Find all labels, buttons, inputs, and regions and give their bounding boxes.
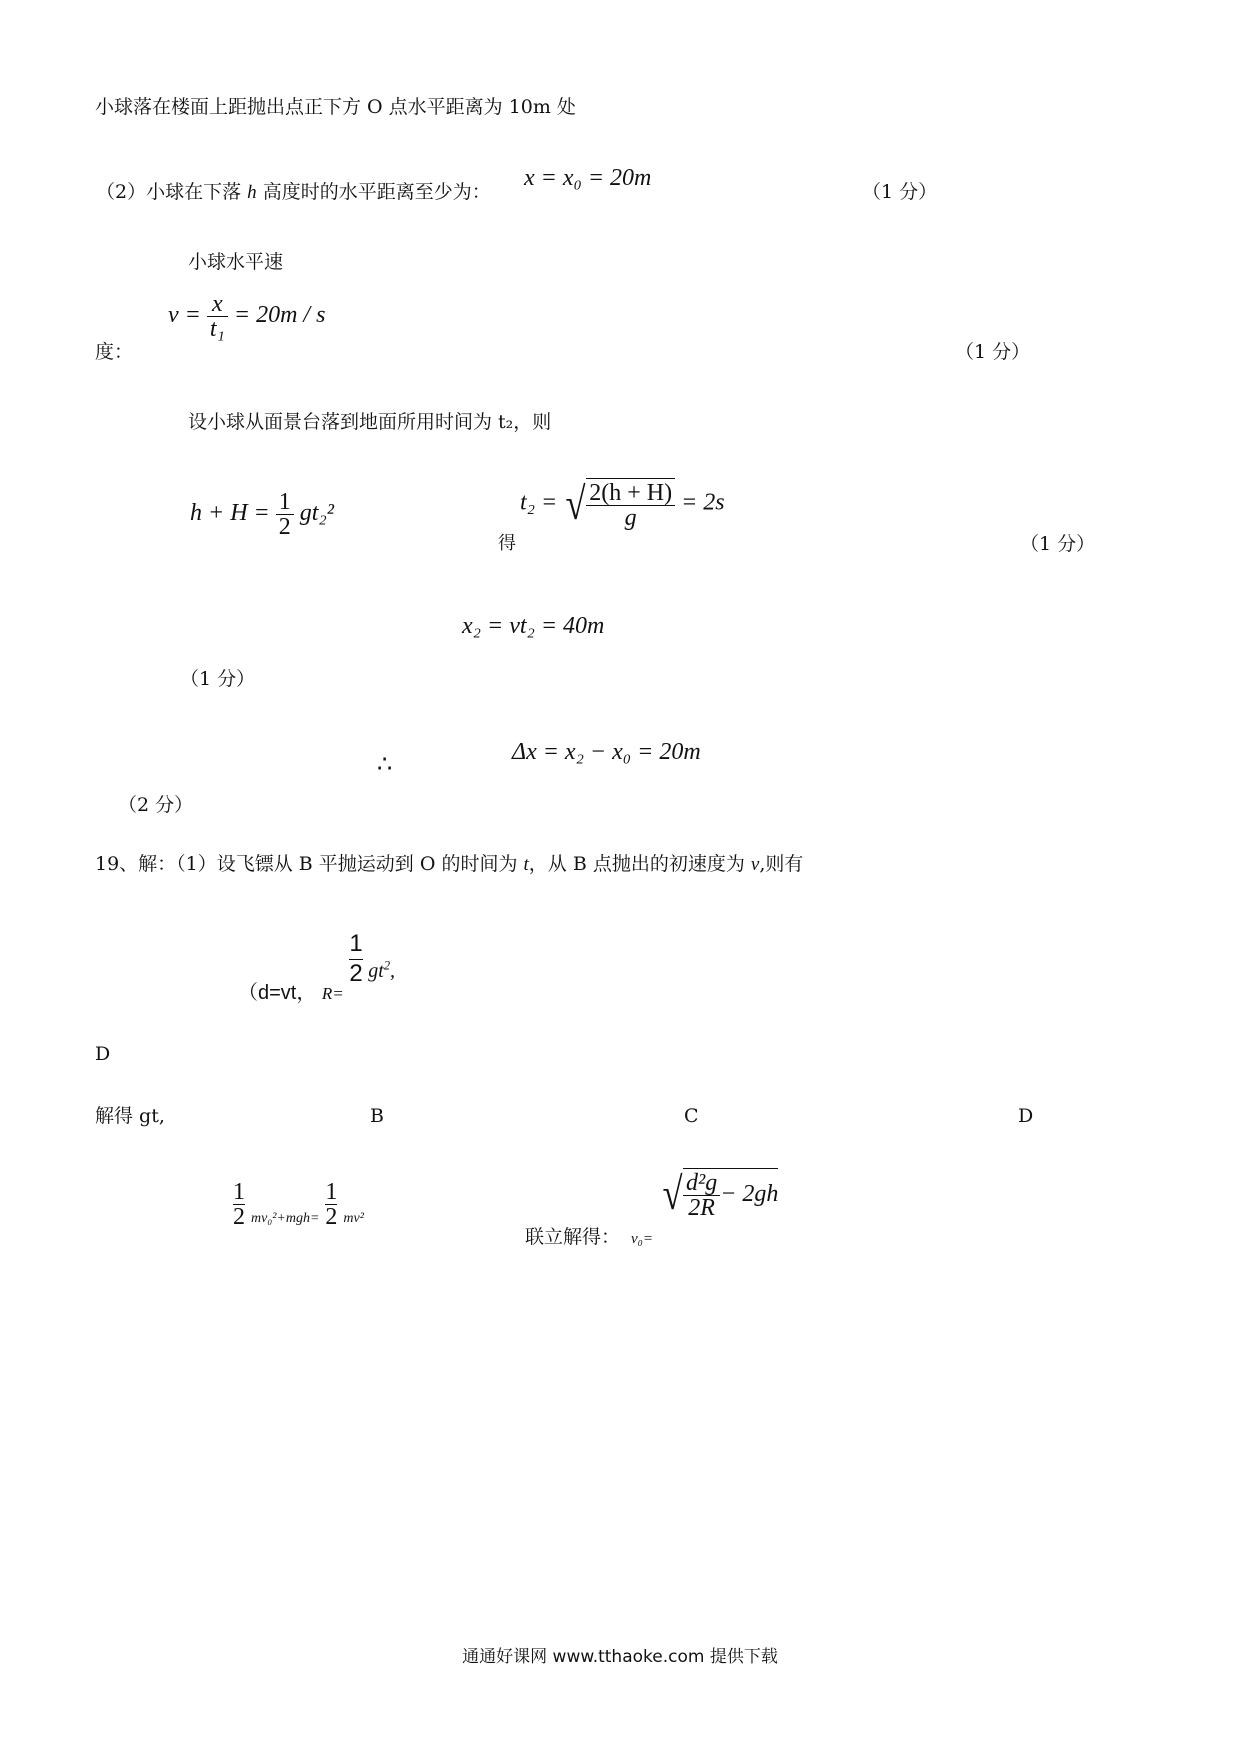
- formula-delta-x: Δx = x₂ − x₀ = 20m: [512, 739, 701, 765]
- part2-label-b: 高度时的水平距离至少为：: [262, 181, 491, 203]
- sqrt-icon-2: √ $\frac{\text{d²g}}{2R}$ − 2gh: [662, 1168, 779, 1221]
- f7-num: d²g: [683, 1171, 720, 1196]
- f3-num: 1: [276, 490, 294, 515]
- energy-half-1: $\frac{1}{2}$: [233, 1179, 245, 1230]
- text-C: C: [684, 1105, 699, 1127]
- var-h: h: [247, 182, 257, 203]
- score-2: （1 分）: [955, 341, 1031, 363]
- text-line-landing: 小球落在楼面上距抛出点正下方 O 点水平距离为 10m 处: [95, 96, 576, 118]
- q19-text: 19、解：（1）设飞镖从 B 平抛运动到 O 的时间为: [95, 853, 518, 875]
- energy-end: mv²: [343, 1211, 364, 1227]
- f3-lhs: h + H =: [190, 500, 270, 527]
- f7-fraction: [683, 1171, 720, 1220]
- q19-var-t: t: [523, 854, 529, 875]
- text-time: 设小球从面景台落到地面所用时间为 t₂，则: [188, 411, 552, 433]
- f2-num: x: [207, 292, 228, 317]
- formula-fall: [190, 490, 334, 539]
- text-v0: v₀=: [631, 1231, 653, 1247]
- f4-num: 2(h + H): [586, 481, 675, 506]
- q19-text-c: ,则有: [759, 853, 804, 875]
- f2-fraction: [207, 292, 228, 341]
- dvt-half: $\frac{1}{2}$: [349, 930, 363, 987]
- energy-mid: mv₀²+mgh=: [251, 1211, 320, 1227]
- dvt-text: （d=vt，: [238, 981, 317, 1004]
- text-part2: [96, 183, 491, 202]
- sqrt-icon: √ $\frac{2(h + H)}{g}$: [563, 478, 675, 530]
- f4-fraction: [586, 481, 675, 530]
- formula-velocity: [168, 292, 325, 341]
- formula-t2: [520, 478, 725, 530]
- f4-rhs: = 2s: [681, 489, 725, 516]
- formula-x2: x₂ = vt₂ = 40m: [462, 613, 605, 639]
- text-D-1: D: [95, 1043, 111, 1065]
- q19-text-b: ，从 B 点抛出的初速度为: [528, 853, 745, 875]
- f4-lhs: t₂ =: [520, 489, 558, 516]
- text-velocity-a: 小球水平速: [188, 251, 284, 273]
- part2-label: （2）小球在下落: [96, 181, 242, 203]
- text-velocity-b: 度：: [95, 341, 134, 363]
- f7-rhs: − 2gh: [720, 1181, 779, 1208]
- formula-energy: [233, 1180, 364, 1229]
- text-B: B: [370, 1105, 384, 1127]
- score-4: （1 分）: [180, 668, 256, 690]
- f3-rhs: gt₂²: [299, 500, 334, 527]
- formula-v0: [660, 1168, 778, 1220]
- f2-lhs: v =: [168, 302, 201, 329]
- score-1: （1 分）: [862, 181, 938, 203]
- score-3: （1 分）: [1020, 533, 1096, 555]
- dvt-gt2: $gt^2$,: [368, 957, 396, 982]
- footer-source: 通通好课网 www.tthaoke.com 提供下载: [462, 1647, 778, 1667]
- text-jiede: 解得 gt,: [95, 1105, 165, 1127]
- formula-d-vt: [238, 930, 396, 1004]
- f4-den: g: [624, 505, 637, 531]
- formula-x0: x = x₀ = 20m: [524, 165, 652, 191]
- q19-var-v: v: [750, 854, 760, 875]
- score-5: （2 分）: [118, 794, 194, 816]
- f2-den: t₁: [209, 316, 225, 342]
- text-lianli: 联立解得：: [525, 1226, 621, 1248]
- energy-half-2: $\frac{1}{2}$: [325, 1179, 338, 1230]
- f3-den: 2: [278, 514, 291, 540]
- dvt-R: R=: [321, 983, 344, 1003]
- f7-den: 2R: [688, 1195, 715, 1221]
- text-de: 得: [498, 533, 516, 554]
- f2-rhs: = 20m / s: [233, 302, 326, 329]
- therefore-symbol: ∴: [377, 750, 393, 778]
- f3-fraction: [276, 490, 294, 539]
- question-19: [95, 855, 803, 874]
- text-D-2: D: [1018, 1105, 1034, 1127]
